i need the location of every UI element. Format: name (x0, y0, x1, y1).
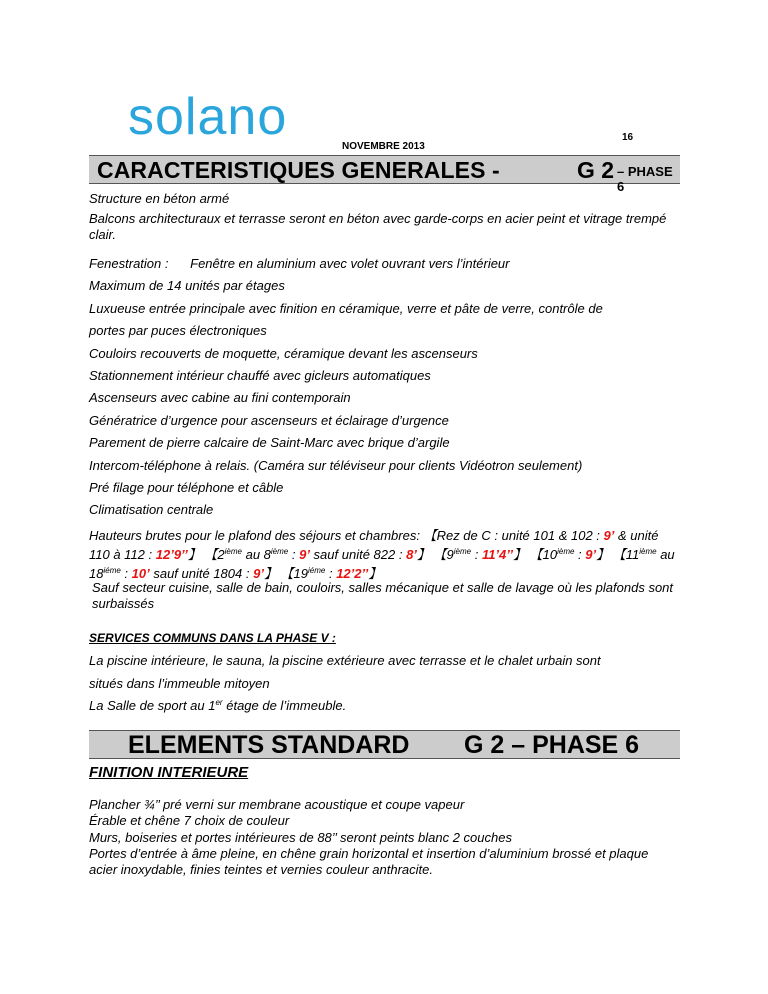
hauteurs-text: sauf unité 1804 : (149, 566, 254, 581)
feature-ascenseurs: Ascenseurs avec cabine au fini contemporain (89, 390, 351, 405)
hauteurs-text: sauf unité 822 : (309, 547, 407, 562)
height-value: 9’ (603, 528, 615, 543)
feature-parement: Parement de pierre calcaire de Saint-Marc avec brique d’argile (89, 435, 450, 450)
feature-climatisation: Climatisation centrale (89, 502, 214, 517)
hauteurs-text: : (471, 547, 482, 562)
hauteurs-text: 】 【11 (596, 547, 640, 562)
feature-maximum: Maximum de 14 unités par étages (89, 278, 285, 293)
services-title: SERVICES COMMUNS DANS LA PHASE V : (89, 631, 336, 645)
ordinal-suffix: ième (557, 547, 575, 556)
ordinal-suffix: ième (270, 547, 289, 556)
ordinal-suffix: iéme (308, 566, 326, 575)
feature-intercom: Intercom-téléphone à relais. (Caméra sur téléviseur pour clients Vidéotron seulement) (89, 458, 583, 473)
banner-code: G 2 (577, 157, 615, 183)
document-date: NOVEMBRE 2013 (342, 141, 425, 152)
hauteurs-text: 】 (368, 566, 382, 581)
hauteurs-paragraph (89, 526, 679, 583)
feature-fenestration (89, 256, 510, 271)
finition-line3: Murs, boiseries et portes intérieures de 88’’ seront peints blanc 2 couches (89, 830, 512, 845)
banner-title: ELEMENTS STANDARD (128, 731, 410, 759)
fenestration-value: Fenêtre en aluminium avec volet ouvrant vers l’intérieur (190, 256, 510, 271)
ordinal-suffix: ième (639, 547, 657, 556)
feature-stationnement: Stationnement intérieur chauffé avec gicleurs automatiques (89, 368, 431, 383)
hauteurs-text: 】 【9 (416, 547, 454, 562)
height-value: 8’ (406, 547, 417, 562)
height-value: 9’ (253, 566, 264, 581)
finition-line4: Portes d’entrée à âme pleine, en chêne grain horizontal et insertion d’aluminium brossé et plaque acier inoxydable, finies teintes et vernies couleur anthracite. (89, 846, 649, 877)
height-value: 9’ (585, 547, 597, 562)
hauteurs-text: : (288, 547, 300, 562)
feature-entree-line2: portes par puces électroniques (89, 323, 267, 338)
hauteurs-text: : (574, 547, 586, 562)
feature-balcons: Balcons architecturaux et terrasse seront en béton avec garde-corps en acier peint et vitrage trempé clair. (89, 211, 667, 242)
hauteurs-text: 】 【10 (513, 547, 558, 562)
banner-title: CARACTERISTIQUES GENERALES - (97, 157, 500, 183)
hauteurs-text: 】 【19 (263, 566, 309, 581)
hauteurs-text: Hauteurs brutes pour le plafond des séjours et chambres: 【Rez de C : unité 101 & 102 : (89, 528, 604, 543)
services-line2: situés dans l’immeuble mitoyen (89, 676, 270, 691)
hauteurs-text: & unité 110 à 112 : (89, 528, 659, 562)
ordinal-suffix: iéme (103, 566, 121, 575)
banner-code: G 2 – PHASE 6 (464, 731, 640, 759)
hauteurs-text: au 18 (89, 547, 675, 581)
height-value: 10’ (131, 566, 150, 581)
height-value: 12’9’’ (155, 547, 188, 562)
finition-line1: Plancher ¾’’ pré verni sur membrane acoustique et coupe vapeur (89, 797, 465, 812)
services-text: La Salle de sport au 1 (89, 698, 216, 713)
feature-prefilage: Pré filage pour téléphone et câble (89, 480, 284, 495)
fenestration-label: Fenestration : (89, 256, 169, 271)
hauteurs-text: : (120, 566, 132, 581)
services-line1: La piscine intérieure, le sauna, la piscine extérieure avec terrasse et le chalet urbain sont (89, 653, 601, 668)
hauteurs-text: au 8 (241, 547, 271, 562)
hauteurs-text: 】 【2 (187, 547, 225, 562)
finition-title: FINITION INTERIEURE (89, 764, 249, 781)
services-salle-sport (89, 698, 346, 713)
feature-structure: Structure en béton armé (89, 191, 230, 206)
svg-text:solano: solano (128, 90, 288, 142)
finition-line2: Érable et chêne 7 choix de couleur (89, 813, 290, 828)
height-value: 9’ (299, 547, 310, 562)
section-banner-elements-standard (89, 730, 680, 759)
section-banner-caracteristiques (89, 155, 680, 194)
page-number: 16 (622, 132, 634, 143)
feature-generatrice: Génératrice d’urgence pour ascenseurs et éclairage d’urgence (89, 413, 449, 428)
banner-phase: – PHASE 6 (617, 164, 673, 194)
feature-couloirs: Couloirs recouverts de moquette, céramique devant les ascenseurs (89, 346, 478, 361)
ordinal-suffix: ième (453, 547, 472, 556)
solano-logo (128, 90, 303, 142)
height-value: 12’2’’ (336, 566, 369, 581)
ordinal-suffix: ième (224, 547, 242, 556)
height-value: 11’4’’ (481, 547, 514, 562)
ordinal-suffix: er (215, 698, 223, 707)
feature-entree-line1: Luxueuse entrée principale avec finition en céramique, verre et pâte de verre, contrôle de (89, 301, 603, 316)
services-text: étage de l’immeuble. (222, 698, 347, 713)
hauteurs-text: : (325, 566, 337, 581)
hauteurs-note: Sauf secteur cuisine, salle de bain, couloirs, salles mécanique et salle de lavage où les plafonds sont surbaissés (92, 580, 674, 611)
